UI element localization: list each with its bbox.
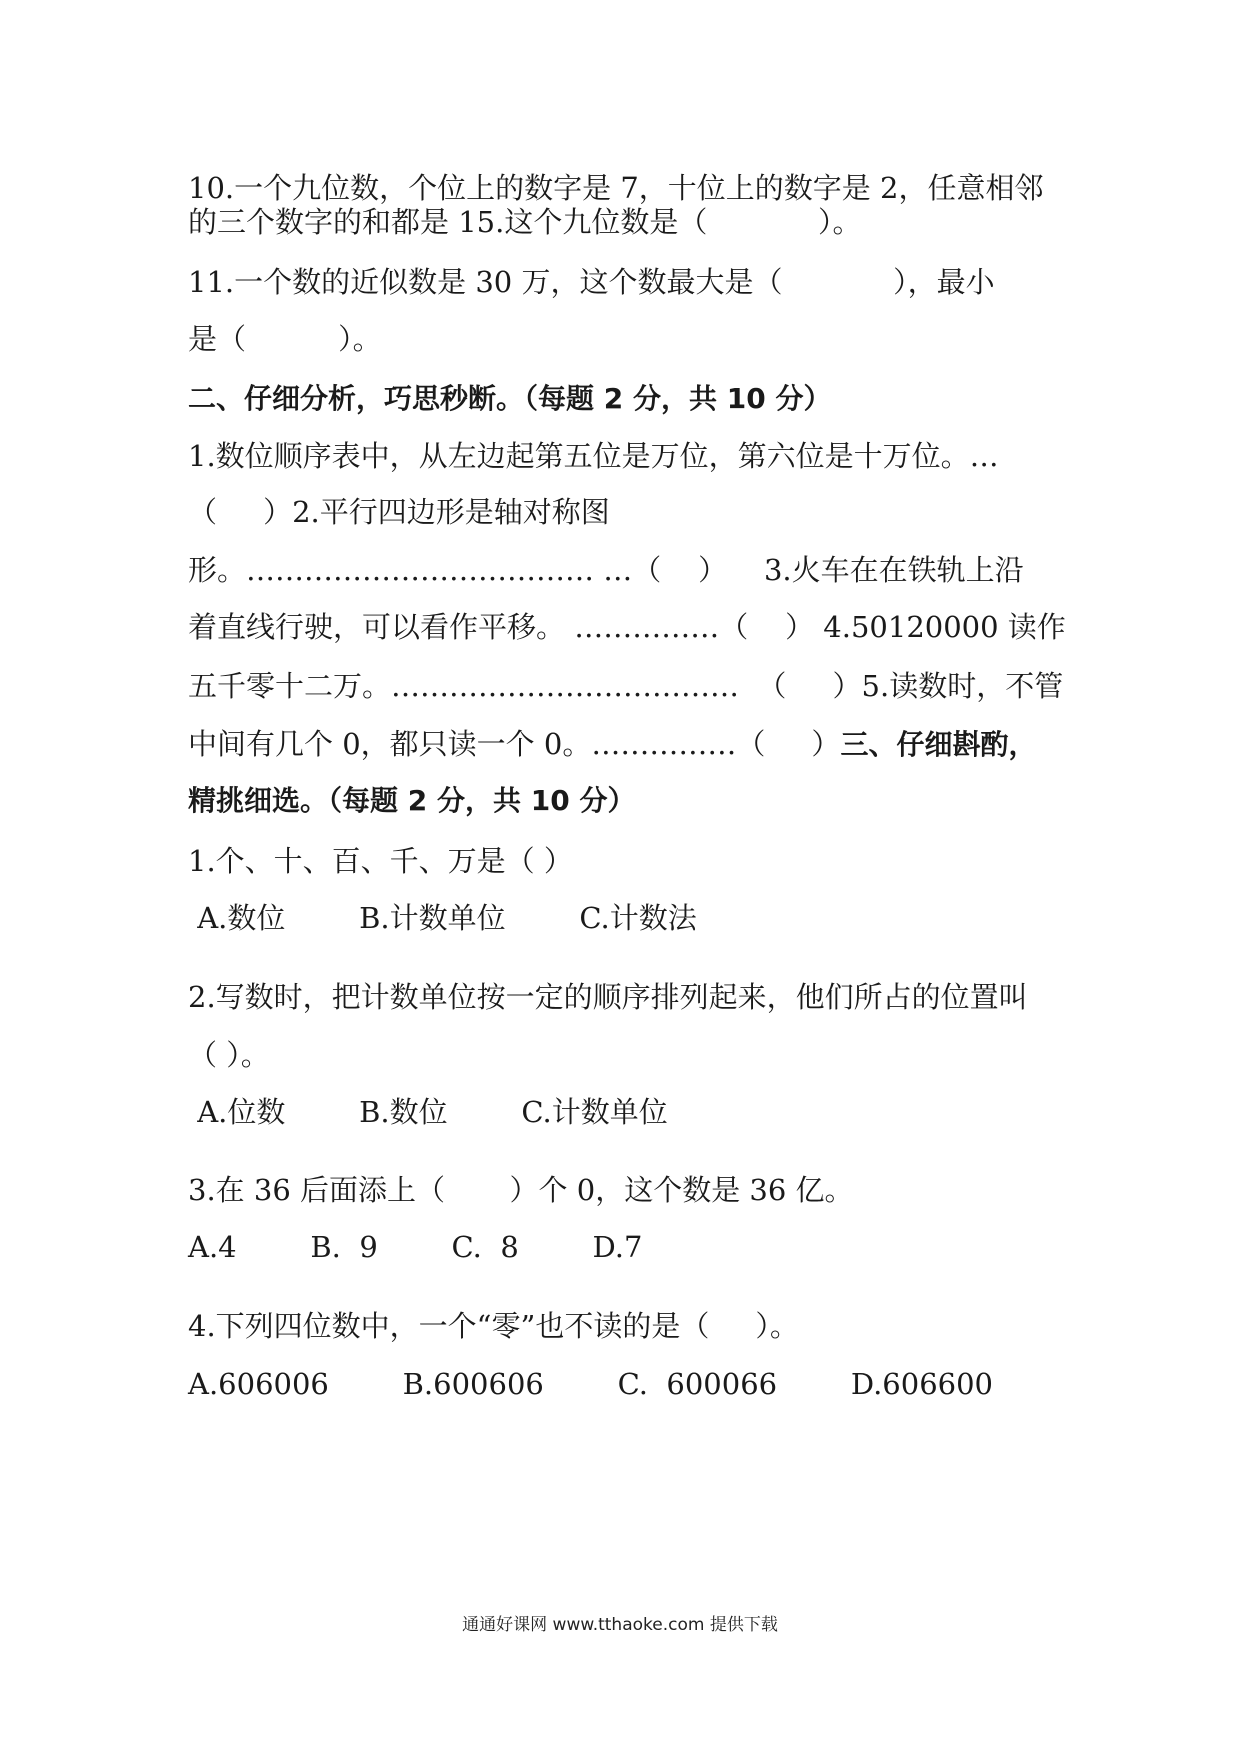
choice-question-4-options: A.606006 B.600606 C. 600066 D.606600 — [188, 1367, 993, 1401]
judge-question-5-text: 中间有几个 0，都只读一个 0。……………（ ） — [188, 727, 841, 761]
choice-question-2-blank: （ ）。 — [188, 1038, 270, 1072]
choice-question-2: 2.写数时，把计数单位按一定的顺序排列起来，他们所占的位置叫 — [188, 980, 1028, 1014]
choice-question-2-options: A.位数 B.数位 C.计数单位 — [188, 1095, 668, 1129]
judge-question-2: （ ）2.平行四边形是轴对称图 — [188, 495, 610, 529]
section-2-heading: 二、仔细分析，巧思秒断。（每题 2 分，共 10 分） — [188, 382, 832, 415]
question-10-line-1: 10.一个九位数，个位上的数字是 7，十位上的数字是 2，任意相邻 — [188, 171, 1044, 205]
choice-question-4: 4.下列四位数中，一个“零”也不读的是（ ）。 — [188, 1309, 799, 1343]
choice-question-3: 3.在 36 后面添上（ ）个 0，这个数是 36 亿。 — [188, 1173, 854, 1207]
question-10-line-2: 的三个数字的和都是 15.这个九位数是（ ）。 — [188, 205, 862, 239]
judge-question-2-3: 形。……………………………… …（ ） 3.火车在在铁轨上沿 — [188, 553, 1024, 587]
footer-watermark: 通通好课网 www.tthaoke.com 提供下载 — [462, 1615, 778, 1635]
section-3-heading-start: 三、仔细斟酌， — [840, 728, 1037, 761]
choice-question-1-options: A.数位 B.计数单位 C.计数法 — [188, 901, 697, 935]
question-11-line-2: 是（ ）。 — [188, 322, 382, 356]
judge-question-1: 1.数位顺序表中，从左边起第五位是万位，第六位是十万位。… — [188, 439, 999, 473]
choice-question-1: 1.个、十、百、千、万是（ ） — [188, 844, 573, 878]
choice-question-3-options: A.4 B. 9 C. 8 D.7 — [188, 1230, 643, 1264]
judge-question-4-5: 五千零十二万。……………………………… （ ）5.读数时，不管 — [188, 669, 1064, 703]
judge-question-5 — [188, 724, 1068, 765]
judge-question-3-4: 着直线行驶，可以看作平移。 ……………（ ） 4.50120000 读作 — [188, 610, 1066, 644]
section-3-heading-end: 精挑细选。（每题 2 分，共 10 分） — [188, 784, 636, 817]
question-11-line-1: 11.一个数的近似数是 30 万，这个数最大是（ ），最小 — [188, 265, 995, 299]
